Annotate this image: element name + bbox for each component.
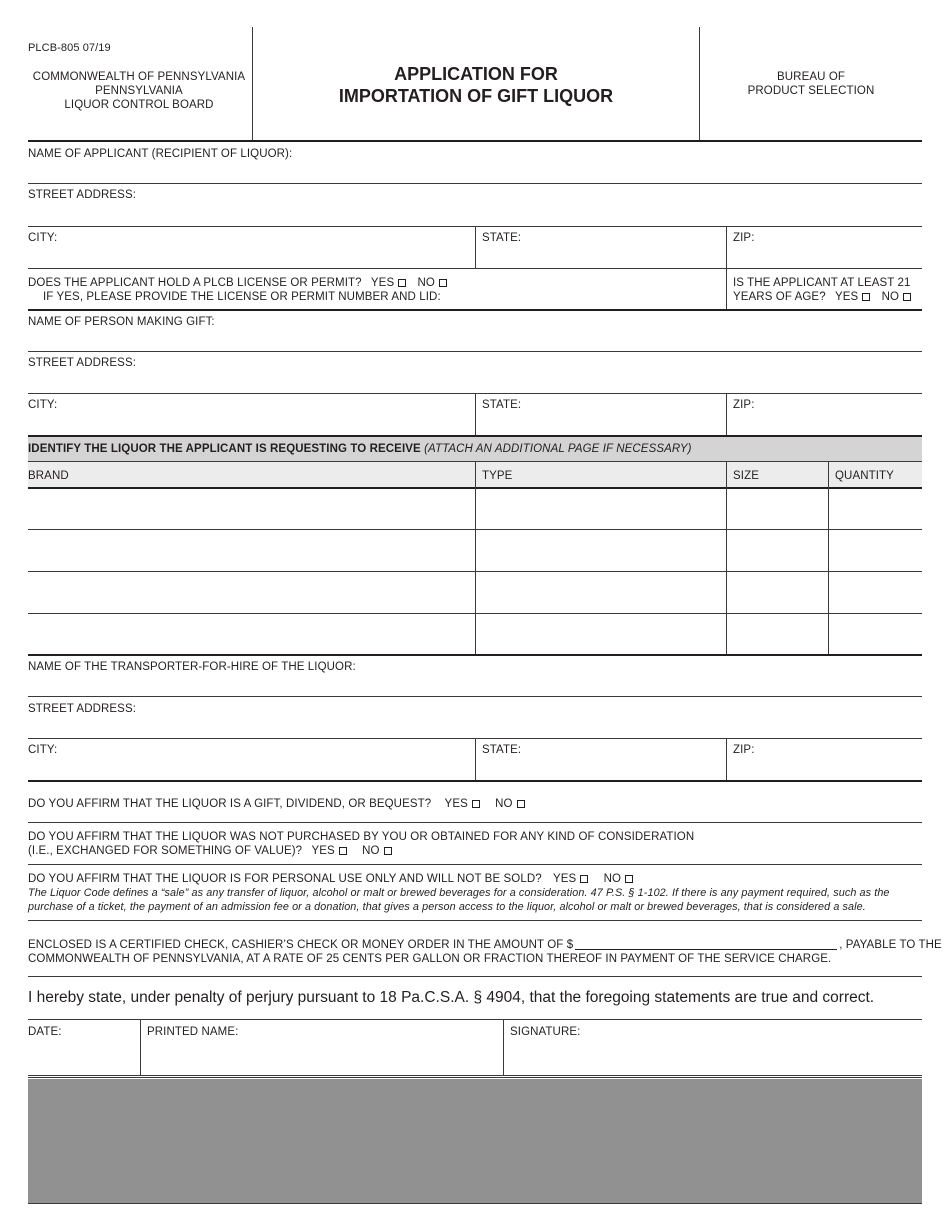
payment-line-1-end: , PAYABLE TO THE bbox=[839, 939, 942, 951]
agency-line-3: LIQUOR CONTROL BOARD bbox=[64, 99, 214, 111]
divider bbox=[726, 268, 727, 310]
gift-question-text: DO YOU AFFIRM THAT THE LIQUOR IS A GIFT, DIVIDEND, OR BEQUEST? bbox=[28, 798, 432, 810]
header-rule bbox=[28, 140, 922, 142]
table-row[interactable] bbox=[28, 573, 922, 612]
license-no-label: NO bbox=[417, 277, 435, 289]
divider bbox=[475, 738, 476, 780]
personal-use-yes-checkbox[interactable] bbox=[580, 875, 588, 883]
gifter-state-label: STATE: bbox=[482, 399, 522, 411]
rule bbox=[28, 309, 922, 311]
license-yes-label: YES bbox=[370, 277, 395, 289]
date-label: DATE: bbox=[28, 1026, 62, 1038]
bureau-line-1: BUREAU OF bbox=[777, 71, 845, 83]
transporter-street-label: STREET ADDRESS: bbox=[28, 703, 137, 715]
gift-yes-label: YES bbox=[444, 798, 468, 810]
payment-statement bbox=[28, 938, 942, 952]
rule bbox=[28, 1203, 922, 1204]
rule bbox=[28, 571, 922, 572]
age-yes-label: YES bbox=[835, 291, 859, 303]
gift-yes-checkbox[interactable] bbox=[472, 800, 480, 808]
bureau-line-2: PRODUCT SELECTION bbox=[747, 85, 875, 97]
column-brand: BRAND bbox=[28, 470, 69, 482]
payment-line-1-start: ENCLOSED IS A CERTIFIED CHECK, CASHIER’S CHECK OR MONEY ORDER IN THE AMOUNT OF $ bbox=[28, 939, 574, 951]
license-no-checkbox[interactable] bbox=[439, 279, 447, 287]
rule bbox=[28, 696, 922, 697]
applicant-zip-label: ZIP: bbox=[733, 232, 755, 244]
applicant-name-field[interactable] bbox=[28, 145, 922, 183]
divider bbox=[726, 738, 727, 780]
rule bbox=[28, 613, 922, 614]
applicant-street-label: STREET ADDRESS: bbox=[28, 189, 137, 201]
table-row[interactable] bbox=[28, 615, 922, 654]
transporter-city-field[interactable] bbox=[28, 741, 474, 779]
gifter-name-label: NAME OF PERSON MAKING GIFT: bbox=[28, 316, 215, 328]
signature-field[interactable] bbox=[505, 1021, 922, 1075]
gifter-street-label: STREET ADDRESS: bbox=[28, 357, 137, 369]
title-line-1: APPLICATION FOR bbox=[394, 64, 558, 84]
transporter-city-label: CITY: bbox=[28, 744, 58, 756]
license-question-text: DOES THE APPLICANT HOLD A PLCB LICENSE OR PERMIT? bbox=[28, 277, 362, 289]
liquor-section-bold: IDENTIFY THE LIQUOR THE APPLICANT IS REQUESTING TO RECEIVE bbox=[28, 443, 421, 455]
title-line-2: IMPORTATION OF GIFT LIQUOR bbox=[338, 86, 614, 106]
rule bbox=[28, 780, 922, 782]
sale-note-line-1: The Liquor Code defines a “sale” as any transfer of liquor, alcohol or malt or brewed beverages for a consideration. 47 P.S. § 1-102. If there is any payment required, such as the bbox=[28, 887, 890, 899]
age-question-line-1: IS THE APPLICANT AT LEAST 21 bbox=[733, 277, 911, 289]
liquor-section-title bbox=[28, 442, 692, 456]
rule bbox=[28, 1077, 922, 1078]
applicant-state-field[interactable] bbox=[477, 228, 725, 266]
gifter-street-field[interactable] bbox=[28, 354, 922, 392]
rule bbox=[28, 976, 922, 977]
rule bbox=[28, 183, 922, 184]
applicant-street-field[interactable] bbox=[28, 186, 922, 224]
gifter-zip-field[interactable] bbox=[728, 396, 922, 434]
gift-no-label: NO bbox=[495, 798, 513, 810]
license-followup: IF YES, PLEASE PROVIDE THE LICENSE OR PERMIT NUMBER AND LID: bbox=[43, 291, 441, 303]
transporter-name-label: NAME OF THE TRANSPORTER-FOR-HIRE OF THE LIQUOR: bbox=[28, 661, 356, 673]
applicant-state-label: STATE: bbox=[482, 232, 522, 244]
payment-line-2: COMMONWEALTH OF PENNSYLVANIA, AT A RATE OF 25 CENTS PER GALLON OR FRACTION THEREOF IN PAYMENT OF THE SERVICE CHARGE. bbox=[28, 953, 832, 965]
page-title bbox=[253, 63, 699, 107]
gifter-state-field[interactable] bbox=[477, 396, 725, 434]
form-id: PLCB-805 07/19 bbox=[28, 42, 111, 54]
office-use-shaded-area bbox=[28, 1079, 922, 1203]
agency-line-2: PENNSYLVANIA bbox=[95, 85, 183, 97]
age-no-label: NO bbox=[881, 291, 900, 303]
applicant-city-field[interactable] bbox=[28, 228, 474, 266]
personal-use-no-checkbox[interactable] bbox=[625, 875, 633, 883]
payment-amount-field[interactable] bbox=[575, 939, 837, 950]
certification-statement: I hereby state, under penalty of perjury pursuant to 18 Pa.C.S.A. § 4904, that the foregoing statements are true and correct. bbox=[28, 989, 875, 1006]
gifter-zip-label: ZIP: bbox=[733, 399, 755, 411]
age-no-checkbox[interactable] bbox=[903, 293, 911, 301]
age-question-line-2: YEARS OF AGE? bbox=[733, 291, 826, 303]
age-yes-checkbox[interactable] bbox=[862, 293, 870, 301]
divider bbox=[726, 226, 727, 268]
divider bbox=[475, 393, 476, 435]
divider bbox=[503, 1019, 504, 1076]
rule bbox=[28, 920, 922, 921]
gifter-city-field[interactable] bbox=[28, 396, 474, 434]
column-size: SIZE bbox=[733, 470, 759, 482]
transporter-street-field[interactable] bbox=[28, 699, 922, 737]
rule bbox=[28, 1075, 922, 1076]
purchase-yes-label: YES bbox=[311, 845, 335, 857]
column-type: TYPE bbox=[482, 470, 513, 482]
transporter-zip-label: ZIP: bbox=[733, 744, 755, 756]
printed-name-field[interactable] bbox=[142, 1021, 502, 1075]
personal-use-text: DO YOU AFFIRM THAT THE LIQUOR IS FOR PERSONAL USE ONLY AND WILL NOT BE SOLD? bbox=[28, 873, 542, 885]
divider bbox=[475, 226, 476, 268]
personal-use-no-label: NO bbox=[603, 873, 622, 885]
applicant-zip-field[interactable] bbox=[728, 228, 922, 266]
column-quantity: QUANTITY bbox=[835, 470, 894, 482]
transporter-state-label: STATE: bbox=[482, 744, 522, 756]
sale-note-line-2: purchase of a ticket, the payment of an admission fee or a donation, that gives a person access to the liquor, alcohol or malt or brewed beverages, that is considered a sale. bbox=[28, 901, 866, 913]
transporter-name-field[interactable] bbox=[28, 657, 922, 695]
rule bbox=[28, 1019, 922, 1020]
purchase-affirmation bbox=[28, 844, 394, 858]
liquor-section-italic: (ATTACH AN ADDITIONAL PAGE IF NECESSARY) bbox=[424, 443, 692, 455]
rule bbox=[28, 529, 922, 530]
age-question bbox=[733, 290, 913, 304]
applicant-city-label: CITY: bbox=[28, 232, 58, 244]
table-row[interactable] bbox=[28, 490, 922, 529]
purchase-affirmation-line-1: DO YOU AFFIRM THAT THE LIQUOR WAS NOT PURCHASED BY YOU OR OBTAINED FOR ANY KIND OF CONSIDERATION bbox=[28, 831, 695, 843]
transporter-state-field[interactable] bbox=[477, 741, 725, 779]
rule bbox=[28, 822, 922, 823]
license-yes-checkbox[interactable] bbox=[398, 279, 406, 287]
gift-no-checkbox[interactable] bbox=[517, 800, 525, 808]
transporter-zip-field[interactable] bbox=[728, 741, 922, 779]
personal-use-affirmation bbox=[28, 872, 635, 886]
purchase-no-checkbox[interactable] bbox=[384, 847, 392, 855]
divider bbox=[726, 393, 727, 435]
divider bbox=[140, 1019, 141, 1076]
gifter-city-label: CITY: bbox=[28, 399, 58, 411]
purchase-no-label: NO bbox=[362, 845, 380, 857]
printed-name-label: PRINTED NAME: bbox=[147, 1026, 239, 1038]
rule bbox=[28, 654, 922, 656]
gifter-name-field[interactable] bbox=[28, 312, 922, 350]
license-question bbox=[28, 276, 449, 290]
purchase-yes-checkbox[interactable] bbox=[339, 847, 347, 855]
purchase-affirmation-line-2: (I.E., EXCHANGED FOR SOMETHING OF VALUE)? bbox=[28, 845, 303, 857]
applicant-name-label: NAME OF APPLICANT (RECIPIENT OF LIQUOR): bbox=[28, 148, 293, 160]
rule bbox=[28, 268, 922, 269]
table-row[interactable] bbox=[28, 531, 922, 570]
signature-label: SIGNATURE: bbox=[510, 1026, 581, 1038]
date-field[interactable] bbox=[28, 1021, 139, 1075]
gift-affirmation bbox=[28, 797, 527, 811]
rule bbox=[28, 864, 922, 865]
rule bbox=[28, 351, 922, 352]
agency-line-1: COMMONWEALTH OF PENNSYLVANIA bbox=[32, 71, 246, 83]
personal-use-yes-label: YES bbox=[553, 873, 577, 885]
